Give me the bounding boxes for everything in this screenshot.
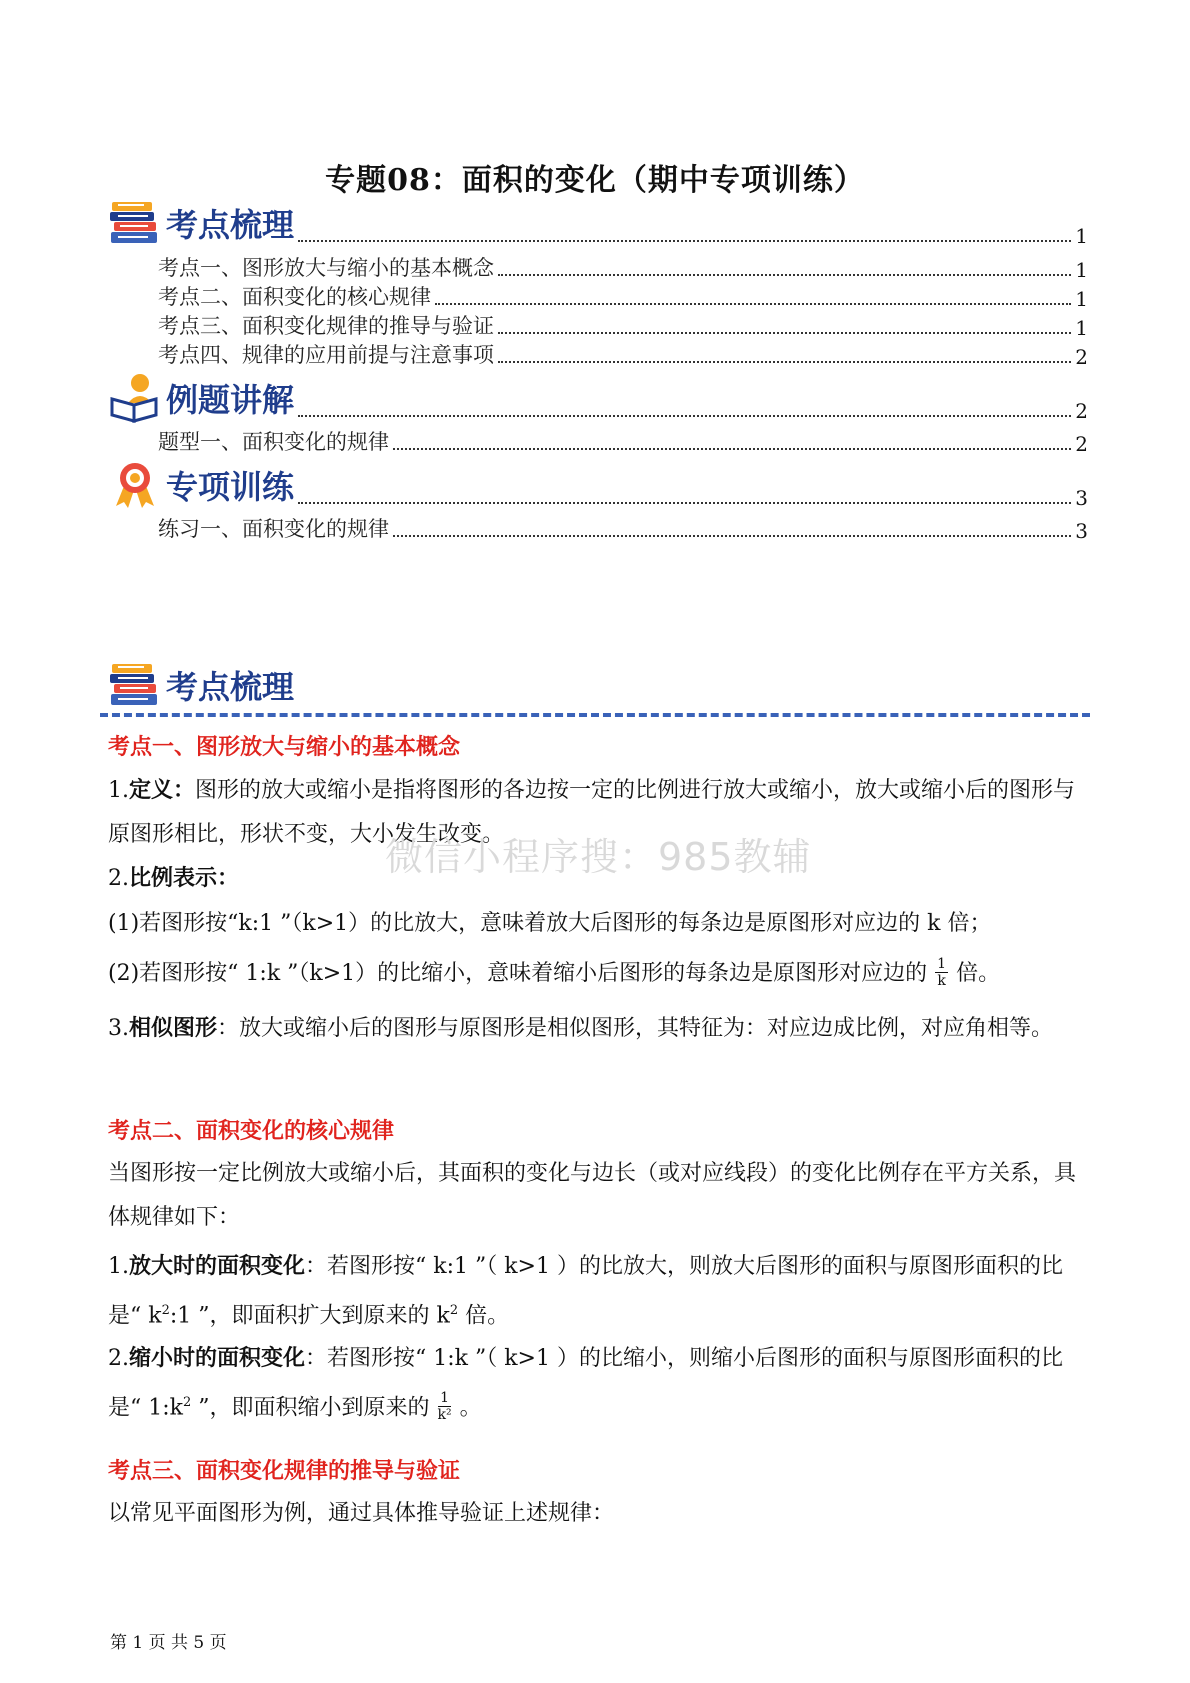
item-label: 相似图形 xyxy=(129,1015,218,1041)
books-icon xyxy=(108,198,162,248)
paragraph-ratio-title xyxy=(108,856,1088,901)
section-divider xyxy=(100,713,1090,717)
heading-kaodian-1: 考点一、图形放大与缩小的基本概念 xyxy=(108,734,461,760)
toc-entry-liti[interactable] xyxy=(108,373,1088,423)
books-icon xyxy=(108,660,162,710)
toc-leader-dots xyxy=(298,502,1071,504)
item-number: 1. xyxy=(108,1254,129,1279)
item-label: 缩小时的面积变化 xyxy=(129,1345,306,1371)
superscript: 2 xyxy=(182,1395,192,1410)
heading-kaodian-3: 考点三、面积变化规律的推导与验证 xyxy=(108,1458,461,1484)
paragraph-derivation: 以常见平面图形为例，通过具体推导验证上述规律： xyxy=(108,1501,615,1526)
page-title: 专题08：面积的变化（期中专项训练） xyxy=(325,163,865,198)
toc-entry-label: 考点三、面积变化规律的推导与验证 xyxy=(158,314,494,338)
item-text: ”，即面积缩小到原来的 xyxy=(191,1395,430,1421)
toc-entry-kaodian[interactable] xyxy=(108,198,1088,248)
toc-leader-dots xyxy=(298,415,1071,417)
section-header xyxy=(108,660,294,710)
reader-icon xyxy=(108,373,162,423)
toc-entry-kaodian-3[interactable] xyxy=(158,310,1088,340)
toc-page-number: 2 xyxy=(1075,345,1088,369)
toc-entry-kaodian-4[interactable] xyxy=(158,339,1088,369)
toc-kaodian-label: 考点梳理 xyxy=(166,206,295,244)
toc-entry-label: 考点二、面积变化的核心规律 xyxy=(158,285,431,309)
paragraph-similar xyxy=(108,1006,1088,1051)
item-number: 3. xyxy=(108,1016,129,1041)
toc-entry-label: 考点四、规律的应用前提与注意事项 xyxy=(158,343,494,367)
toc-leader-dots xyxy=(393,448,1071,450)
fraction-1-over-k2 xyxy=(438,1390,452,1423)
toc-entry-xunlian-1[interactable] xyxy=(158,513,1088,543)
heading-kaodian-2: 考点二、面积变化的核心规律 xyxy=(108,1118,395,1144)
fraction-numerator: 1 xyxy=(440,1389,450,1406)
item-text: (2)若图形按“ 1:k ”（k>1）的比缩小，意味着缩小后图形的每条边是原图形对应边的 xyxy=(108,961,928,986)
toc-page-number: 2 xyxy=(1075,432,1088,456)
superscript: 2 xyxy=(161,1303,170,1318)
item-text: 倍。 xyxy=(458,1303,510,1329)
section-title: 考点梳理 xyxy=(166,668,295,706)
toc-page-number: 1 xyxy=(1075,287,1088,311)
paragraph-enlarge: (1)若图形按“k:1 ”（k>1）的比放大，意味着放大后图形的每条边是原图形对应边的 k 倍； xyxy=(108,911,992,936)
fraction-denominator: k² xyxy=(437,1406,452,1423)
item-number: 2. xyxy=(108,866,129,891)
paragraph-intro: 当图形按一定比例放大或缩小后，其面积的变化与边长（或对应线段）的变化比例存在平方关系，具体规律如下： xyxy=(108,1161,1077,1230)
toc-page-number: 3 xyxy=(1075,519,1088,543)
toc-page-number: 3 xyxy=(1075,486,1088,510)
toc-page-number: 2 xyxy=(1075,399,1088,423)
watermark: 微信小程序搜：985教辅 xyxy=(385,835,812,879)
toc-leader-dots xyxy=(498,332,1071,334)
superscript: 2 xyxy=(449,1303,459,1318)
toc-leader-dots xyxy=(498,274,1071,276)
fraction-denominator: k xyxy=(937,972,946,989)
fraction-1-over-k xyxy=(935,956,948,989)
toc-page-number: 1 xyxy=(1075,224,1088,248)
item-number: 2. xyxy=(108,1346,129,1371)
fraction-numerator: 1 xyxy=(937,955,947,972)
toc-leader-dots xyxy=(435,303,1071,305)
medal-icon xyxy=(108,460,162,510)
toc-leader-dots xyxy=(298,240,1071,242)
item-label: 比例表示： xyxy=(129,865,240,891)
toc-xunlian-label: 专项训练 xyxy=(166,468,295,506)
item-text: :1 ”，即面积扩大到原来的 k xyxy=(169,1303,450,1329)
toc-entry-xunlian[interactable] xyxy=(108,460,1088,510)
toc-liti-label: 例题讲解 xyxy=(166,381,295,419)
toc-page-number: 1 xyxy=(1075,258,1088,282)
toc-entry-label: 考点一、图形放大与缩小的基本概念 xyxy=(158,256,494,280)
item-text: 倍。 xyxy=(956,961,1001,986)
item-text: 。 xyxy=(459,1395,482,1421)
toc-page-number: 1 xyxy=(1075,316,1088,340)
toc-leader-dots xyxy=(393,535,1071,537)
item-label: 定义： xyxy=(129,777,196,803)
item-text: ：放大或缩小后的图形与原图形是相似图形，其特征为：对应边成比例，对应角相等。 xyxy=(217,1016,1054,1041)
item-text: ：若图形按“ 1:k ”（ k>1 ）的比缩小，则缩小后图形的面积与原图形面积的比是“ 1:k xyxy=(108,1346,1063,1421)
item-number: 1. xyxy=(108,778,129,803)
item-text: ：若图形按“ k:1 ”（ k>1 ）的比放大，则放大后图形的面积与原图形面积的比是“ k xyxy=(108,1254,1063,1329)
toc-entry-kaodian-2[interactable] xyxy=(158,281,1088,311)
page-footer: 第 1 页 共 5 页 xyxy=(110,1633,227,1653)
toc-entry-liti-1[interactable] xyxy=(158,426,1088,456)
toc-leader-dots xyxy=(498,361,1071,363)
item-label: 放大时的面积变化 xyxy=(129,1253,306,1279)
item-text: 图形的放大或缩小是指将图形的各边按一定的比例进行放大或缩小，放大或缩小后的图形与原图形相比，形状不变，大小发生改变。 xyxy=(108,778,1076,847)
toc-entry-label: 题型一、面积变化的规律 xyxy=(158,430,389,454)
toc-entry-label: 练习一、面积变化的规律 xyxy=(158,517,389,541)
paragraph-shrink xyxy=(108,952,1088,996)
paragraph-enlarge-area xyxy=(108,1244,1088,1338)
paragraph-shrink-area xyxy=(108,1336,1088,1430)
toc-entry-kaodian-1[interactable] xyxy=(158,252,1088,282)
